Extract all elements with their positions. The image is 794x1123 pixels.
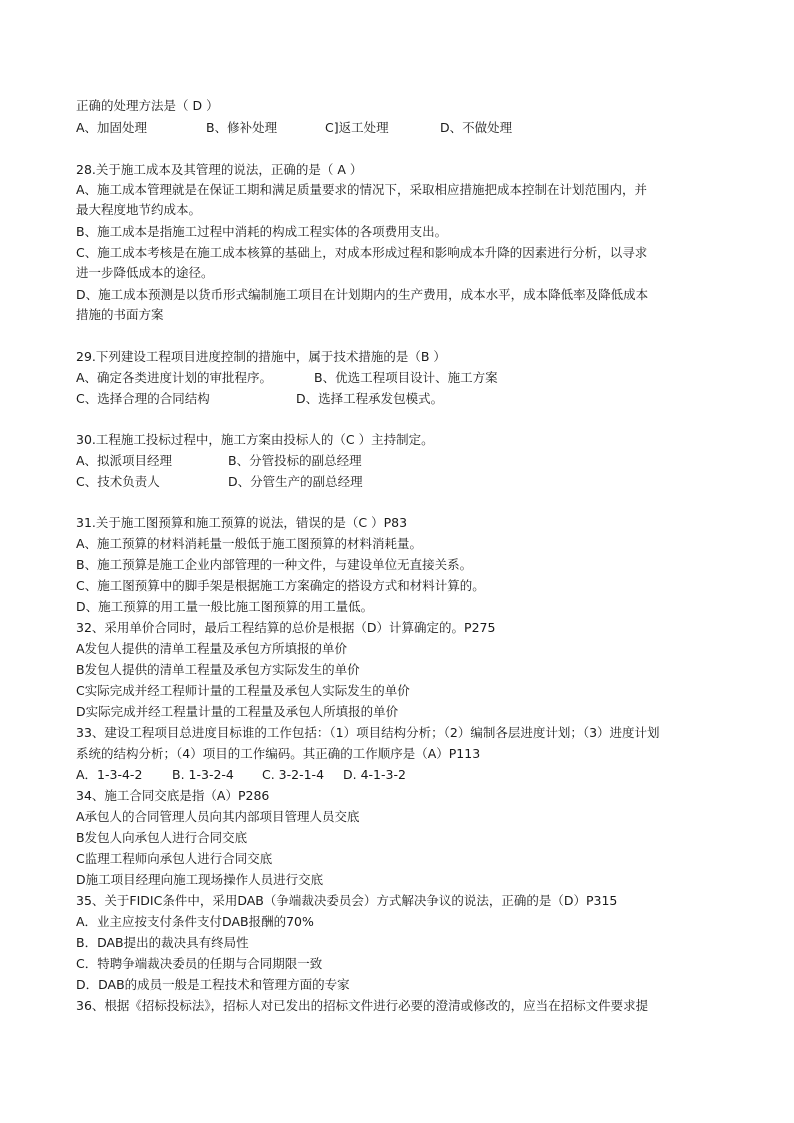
q35-option-b: B．DAB提出的裁决具有终局性	[76, 935, 249, 950]
q28-option-a-line2: 最大程度地节约成本。	[76, 202, 202, 217]
q32-option-b: B发包人提供的清单工程量及承包方实际发生的单价	[76, 662, 360, 677]
q33-option-d: D. 4-1-3-2	[343, 767, 406, 782]
q33-stem-line1: 33、建设工程项目总进度目标谁的工作包括：（1）项目结构分析；（2）编制各层进度计划；（3）进度计划	[76, 725, 660, 740]
q29-option-c: C、选择合理的合同结构	[76, 391, 210, 406]
q28-option-d-line1: D、施工成本预测是以货币形式编制施工项目在计划期内的生产费用，成本水平，成本降低率及降低成本	[76, 287, 649, 302]
q32-option-d: D实际完成并经工程量计量的工程量及承包人所填报的单价	[76, 704, 399, 719]
q34-option-a: A承包人的合同管理人员向其内部项目管理人员交底	[76, 809, 360, 824]
q30-option-b: B、分管投标的副总经理	[228, 453, 362, 468]
q28-option-d-line2: 措施的书面方案	[76, 307, 164, 322]
q28-option-b: B、施工成本是指施工过程中消耗的构成工程实体的各项费用支出。	[76, 224, 448, 239]
q32-stem: 32、采用单价合同时，最后工程结算的总价是根据（D）计算确定的。P275	[76, 620, 496, 635]
q29-option-d: D、选择工程承发包模式。	[296, 391, 444, 406]
q29-stem: 29.下列建设工程项目进度控制的措施中，属于技术措施的是（B ）	[76, 349, 446, 364]
q32-option-a: A发包人提供的清单工程量及承包方所填报的单价	[76, 641, 348, 656]
q31-option-a: A、施工预算的材料消耗量一般低于施工图预算的材料消耗量。	[76, 536, 423, 551]
q28-stem: 28.关于施工成本及其管理的说法，正确的是（ A ）	[76, 162, 363, 177]
q30-option-d: D、分管生产的副总经理	[228, 474, 363, 489]
q36-stem: 36、根据《招标投标法》，招标人对已发出的招标文件进行必要的澄清或修改的，应当在招标文件要求提	[76, 998, 649, 1013]
q33-option-a: A．1-3-4-2	[76, 767, 143, 782]
q34-option-d: D施工项目经理向施工现场操作人员进行交底	[76, 872, 324, 887]
q31-option-c: C、施工图预算中的脚手架是根据施工方案确定的搭设方式和材料计算的。	[76, 578, 485, 593]
q34-stem: 34、施工合同交底是指（A）P286	[76, 788, 270, 803]
q30-option-a: A、拟派项目经理	[76, 453, 173, 468]
q28-option-c-line1: C、施工成本考核是在施工成本核算的基础上，对成本形成过程和影响成本升降的因素进行分析，以寻求	[76, 245, 648, 260]
q27-option-a: A、加固处理	[76, 120, 148, 135]
q27-option-c: C]返工处理	[325, 120, 389, 135]
q27-stem-tail: 正确的处理方法是（ D ）	[76, 98, 219, 113]
q34-option-b: B发包人向承包人进行合同交底	[76, 830, 248, 845]
q35-option-c: C．特聘争端裁决委员的任期与合同期限一致	[76, 956, 323, 971]
q33-stem-line2: 系统的结构分析；（4）项目的工作编码。其正确的工作顺序是（A）P113	[76, 746, 481, 761]
q31-option-d: D、施工预算的用工量一般比施工图预算的用工量低。	[76, 599, 374, 614]
q29-option-a: A、确定各类进度计划的审批程序。	[76, 370, 273, 385]
q35-stem: 35、关于FIDIC条件中，采用DAB（争端裁决委员会）方式解决争议的说法，正确的是（D）P315	[76, 893, 618, 908]
q30-stem: 30.工程施工投标过程中，施工方案由投标人的（C ）主持制定。	[76, 432, 434, 447]
q30-option-c: C、技术负责人	[76, 474, 160, 489]
q28-option-a-line1: A、施工成本管理就是在保证工期和满足质量要求的情况下，采取相应措施把成本控制在计划范围内，并	[76, 182, 648, 197]
q34-option-c: C监理工程师向承包人进行合同交底	[76, 851, 273, 866]
q27-option-b: B、修补处理	[206, 120, 278, 135]
q27-option-d: D、不做处理	[440, 120, 513, 135]
q28-option-c-line2: 进一步降低成本的途径。	[76, 265, 214, 280]
q31-option-b: B、施工预算是施工企业内部管理的一种文件，与建设单位无直接关系。	[76, 557, 473, 572]
q35-option-a: A．业主应按支付条件支付DAB报酬的70%	[76, 914, 314, 929]
q32-option-c: C实际完成并经工程师计量的工程量及承包人实际发生的单价	[76, 683, 410, 698]
q29-option-b: B、优选工程项目设计、施工方案	[314, 370, 498, 385]
q31-stem: 31.关于施工图预算和施工预算的说法，错误的是（C ）P83	[76, 515, 408, 530]
q35-option-d: D．DAB的成员一般是工程技术和管理方面的专家	[76, 977, 350, 992]
q33-option-b: B. 1-3-2-4	[172, 767, 234, 782]
q33-option-c: C. 3-2-1-4	[262, 767, 325, 782]
